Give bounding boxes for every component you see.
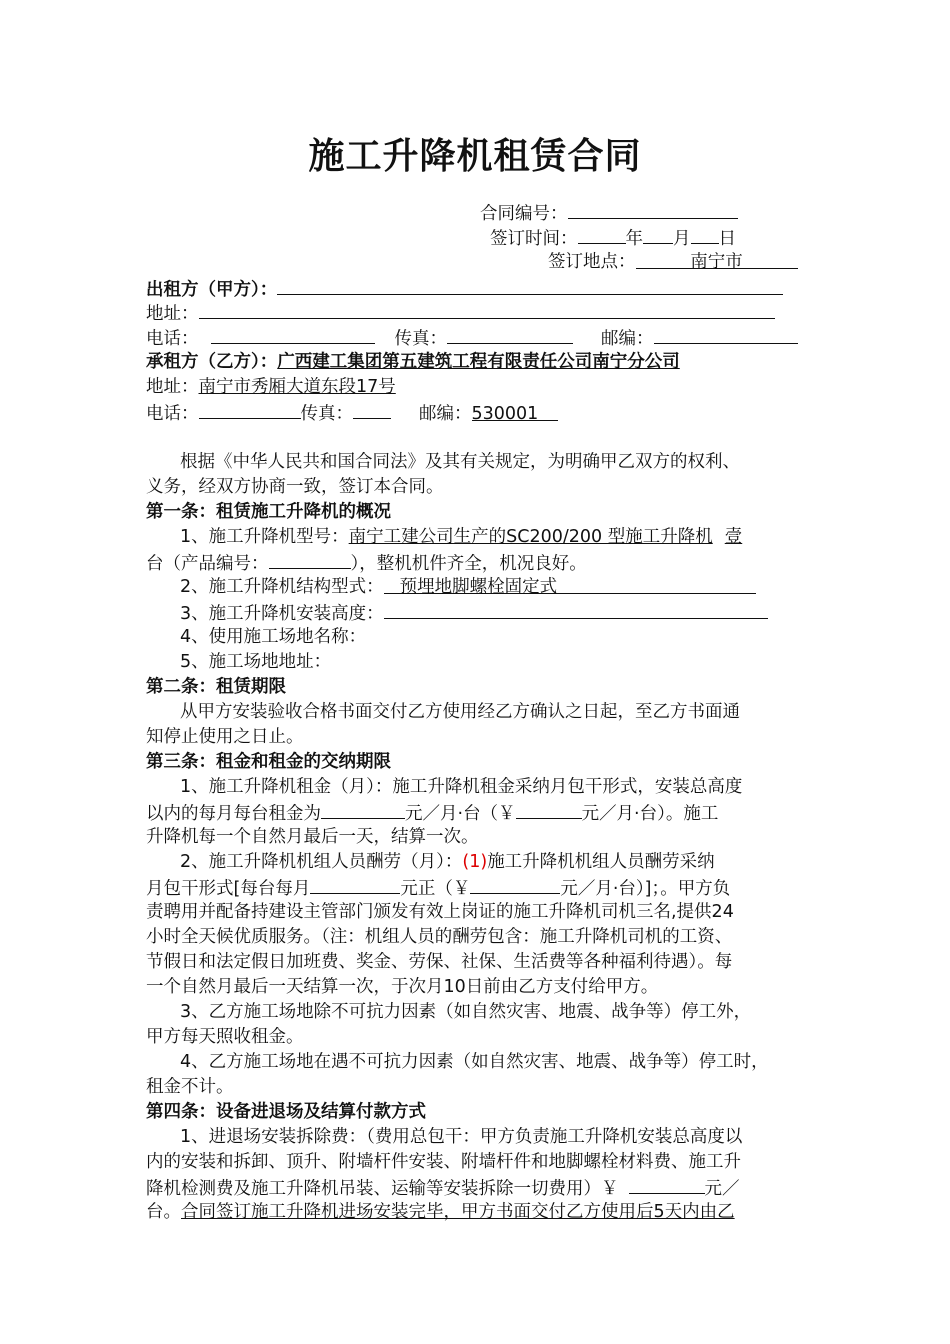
- article3-p1-l1: 1、施工升降机租金（月）：施工升降机租金采纳月包干形式，安装总高度: [180, 777, 743, 797]
- crew-pay-amount-field[interactable]: [470, 875, 560, 894]
- lessee-address-value: 南宁市秀厢大道东段17号: [198, 377, 396, 397]
- contract-number-label: 合同编号：: [480, 204, 568, 224]
- article1-item1-line2: [146, 550, 587, 576]
- lessee-contact-line: [146, 400, 558, 426]
- article4-l3: [146, 1175, 740, 1201]
- structure-type-value: 预埋地脚螺栓固定式: [399, 577, 558, 597]
- preamble-line-2: 义务，经双方协商一致，签订本合同。: [146, 477, 444, 497]
- lessor-zip-label: 邮编：: [601, 329, 654, 349]
- monthly-rent-label: 以内的每月每台租金为: [146, 804, 321, 824]
- crew-pay-marker: (1): [462, 852, 488, 872]
- contract-number-field[interactable]: [568, 200, 738, 219]
- day-label: 日: [718, 229, 736, 249]
- article3-p4-l1: 4、乙方施工场地在遇不可抗力因素（如自然灾害、地震、战争等）停工时，: [180, 1052, 769, 1072]
- install-fee-label: 降机检测费及施工升降机吊装、运输等安装拆除一切费用）￥: [146, 1179, 619, 1199]
- lessee-address-label: 地址：: [146, 377, 199, 397]
- monthly-rent-unit: 元／月·台（￥: [405, 804, 516, 824]
- article3-p3-l2: 甲方每天照收租金。: [146, 1027, 304, 1047]
- article3-p4-l2: 租金不计。: [146, 1077, 234, 1097]
- sign-place-line: [548, 250, 798, 274]
- article3-p2-l1: [180, 850, 715, 874]
- lessee-name: 广西建工集团第五建筑工程有限责任公司南宁分公司: [277, 352, 680, 372]
- article3-p2-l4: 小时全天候优质服务。（注：机组人员的酬劳包含：施工升降机司机的工资、: [146, 927, 733, 947]
- lessor-line: [146, 276, 783, 302]
- article4-l1: 1、进退场安装拆除费：（费用总包干：甲方负责施工升降机安装总高度以: [180, 1127, 743, 1147]
- article4-l4: [146, 1200, 735, 1224]
- crew-pay-unit-2: 元／月·台）]；。甲方负: [560, 879, 731, 899]
- lessor-address-label: 地址：: [146, 304, 199, 324]
- sign-year-field[interactable]: [578, 225, 626, 244]
- item2-label: 2、施工升降机结构型式：: [180, 577, 384, 597]
- lessee-line: [146, 350, 680, 374]
- lessor-name-field[interactable]: [277, 276, 783, 295]
- install-fee-unit: 元／: [704, 1179, 740, 1199]
- lessee-fax-field[interactable]: [353, 400, 391, 419]
- sign-day-field[interactable]: [691, 225, 719, 244]
- lessor-phone-label: 电话：: [146, 329, 199, 349]
- sign-time-line: [490, 225, 736, 251]
- sign-place-value: 南宁市: [690, 252, 743, 272]
- month-label: 月: [673, 229, 691, 249]
- article1-item1: [180, 525, 742, 549]
- article2-line-1: 从甲方安装验收合格书面交付乙方使用经乙方确认之日起，至乙方书面通: [180, 702, 740, 722]
- article4-payment-terms: 合同签订施工升降机进场安装完毕，甲方书面交付乙方使用后5天内由乙: [181, 1202, 735, 1222]
- lessee-address-line: [146, 375, 396, 399]
- item1-model: 南宁工建公司生产的SC200/200 型施工升降机: [348, 527, 713, 547]
- lessor-contact-line: [146, 325, 798, 351]
- crew-pay-monthly-label: 月包干形式[每台每月: [146, 879, 311, 899]
- item1-condition: ），整机机件齐全，机况良好。: [350, 554, 587, 574]
- article1-item5: 5、施工场地地址：: [180, 652, 332, 672]
- crew-pay-field[interactable]: [310, 875, 400, 894]
- crew-pay-label: 2、施工升降机机组人员酬劳（月）：: [180, 852, 463, 872]
- sign-place-field[interactable]: [636, 250, 798, 272]
- lessee-zip-label: 邮编：: [419, 404, 472, 424]
- lessor-address-line: [146, 300, 775, 326]
- lessor-fax-label: 传真：: [394, 329, 447, 349]
- lessee-zip-value: 530001: [471, 404, 539, 424]
- lessor-label: 出租方（甲方）：: [146, 280, 278, 300]
- document-title: 施工升降机租赁合同: [308, 136, 642, 177]
- product-number-field[interactable]: [269, 550, 351, 569]
- article2-heading: 第二条：租赁期限: [146, 677, 286, 697]
- lessee-phone-field[interactable]: [199, 400, 301, 419]
- lessee-zip-field[interactable]: [471, 402, 558, 424]
- article1-heading: 第一条：租赁施工升降机的概况: [146, 502, 391, 522]
- structure-type-field[interactable]: [384, 575, 756, 597]
- article1-item3: [180, 600, 768, 626]
- article3-p2-l2: [146, 875, 730, 901]
- article3-p1-l2: [146, 800, 718, 826]
- item1-quantity: 壹: [724, 527, 743, 547]
- sign-time-label: 签订时间：: [490, 229, 578, 249]
- install-height-field[interactable]: [384, 600, 768, 619]
- monthly-rent-amount-field[interactable]: [516, 800, 582, 819]
- lessor-phone-field[interactable]: [211, 325, 375, 344]
- article3-p2-l5: 节假日和法定假日加班费、奖金、劳保、社保、生活费等各种福利待遇）。每: [146, 952, 733, 972]
- crew-pay-text: 施工升降机机组人员酬劳采纳: [487, 852, 715, 872]
- sign-place-label: 签订地点：: [548, 252, 636, 272]
- lessee-fax-label: 传真：: [300, 404, 353, 424]
- article4-heading: 第四条：设备进退场及结算付款方式: [146, 1102, 426, 1122]
- year-label: 年: [625, 229, 643, 249]
- product-number-label: 台（产品编号：: [146, 554, 269, 574]
- article3-p1-l3: 升降机每一个自然月最后一天，结算一次。: [146, 827, 479, 847]
- lessor-zip-field[interactable]: [654, 325, 798, 344]
- lessee-phone-label: 电话：: [146, 404, 199, 424]
- lessor-address-field[interactable]: [199, 300, 775, 319]
- preamble-line-1: 根据《中华人民共和国合同法》及其有关规定，为明确甲乙双方的权利、: [180, 452, 740, 472]
- article1-item4: 4、使用施工场地名称：: [180, 627, 367, 647]
- monthly-rent-unit-2: 元／月·台）。施工: [581, 804, 719, 824]
- install-fee-unit-end: 台。: [146, 1202, 181, 1222]
- install-fee-field[interactable]: [629, 1175, 705, 1194]
- article3-p2-l3: 责聘用并配备持建设主管部门颁发有效上岗证的施工升降机司机三名,提供24: [146, 902, 734, 922]
- item3-label: 3、施工升降机安装高度：: [180, 604, 384, 624]
- article4-l2: 内的安装和拆卸、顶升、附墙杆件安装、附墙杆件和地脚螺栓材料费、施工升: [146, 1152, 741, 1172]
- item1-label: 1、施工升降机型号：: [180, 527, 349, 547]
- contract-number-line: [480, 200, 738, 226]
- lessor-fax-field[interactable]: [447, 325, 573, 344]
- article3-heading: 第三条：租金和租金的交纳期限: [146, 752, 391, 772]
- monthly-rent-field[interactable]: [321, 800, 405, 819]
- article3-p2-l6: 一个自然月最后一天结算一次，于次月10日前由乙方支付给甲方。: [146, 977, 659, 997]
- article2-line-2: 知停止使用之日止。: [146, 727, 304, 747]
- crew-pay-unit: 元正（￥: [400, 879, 471, 899]
- article1-item2: [180, 575, 756, 599]
- lessee-label: 承租方（乙方）：: [146, 352, 278, 372]
- sign-month-field[interactable]: [643, 225, 673, 244]
- article3-p3-l1: 3、乙方施工场地除不可抗力因素（如自然灾害、地震、战争等）停工外，: [180, 1002, 752, 1022]
